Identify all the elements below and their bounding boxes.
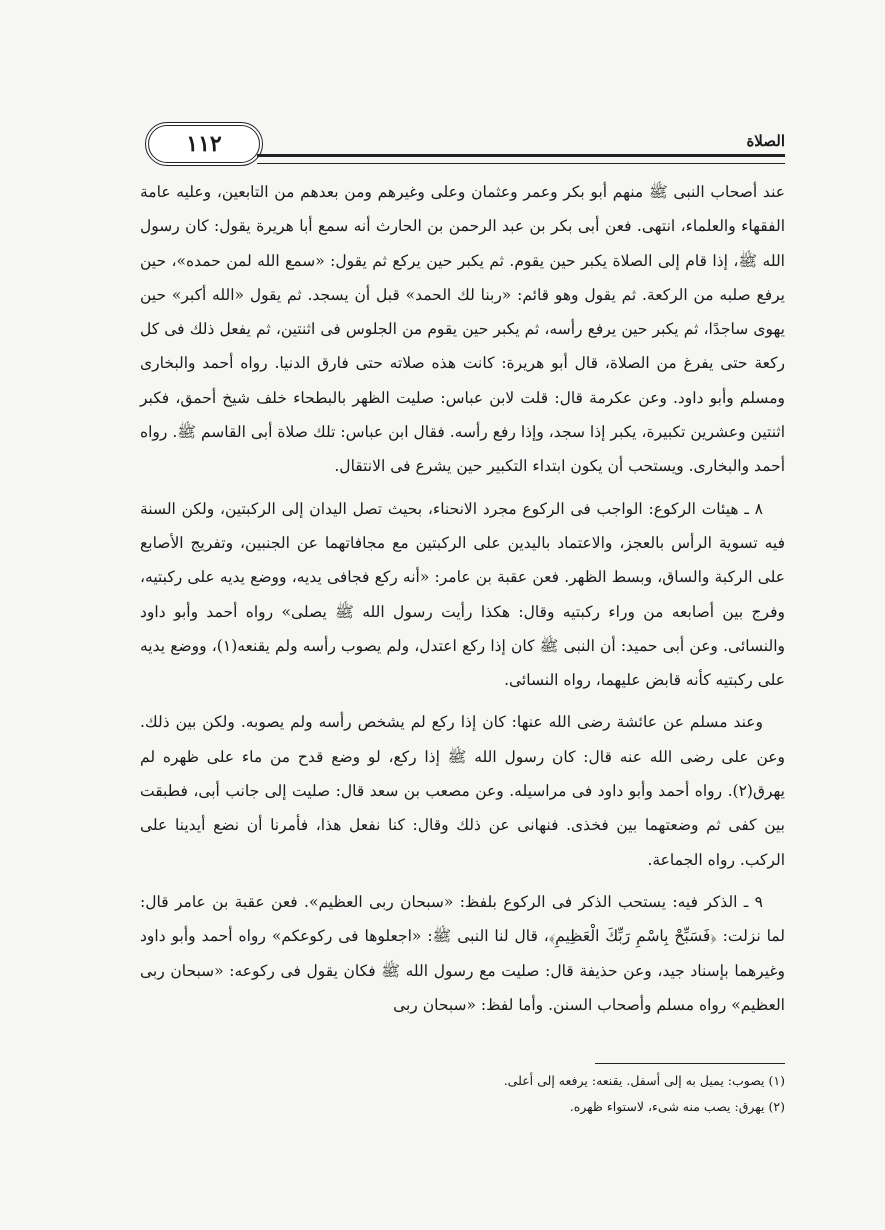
header-rule [257, 154, 785, 164]
footnote: (٢) يهرق: يصب منه شىء، لاستواء ظهره. [569, 1099, 785, 1114]
footnotes [140, 1068, 785, 1120]
paragraph: ٨ ـ هيئات الركوع: الواجب فى الركوع مجرد الانحناء، بحيث تصل اليدان إلى الركبتين، ولكن السنة فيه تسوية الرأس بالعجز، والاعتماد باليدين على الركبتين مع مجافاتهما عن الجنبين، وتفريج الأصابع على الركبة والساق، وبسط الظهر. فعن عقبة بن عامر: «أنه ركع فجافى يديه، ووضع يديه على ركبتيه، وفرج بين أصابعه من وراء ركبتيه وقال: هكذا رأيت رسول الله ﷺ يصلى» رواه أحمد وأبو داود والنسائى. وعن أبى حميد: أن النبى ﷺ كان إذا ركع اعتدل، ولم يصوب رأسه ولم يقنعه(١)، ووضع يديه على ركبتيه كأنه قابض عليهما، رواه النسائى. [140, 499, 785, 690]
body-text [140, 175, 785, 1022]
page-header [145, 118, 785, 166]
paragraph: وعند مسلم عن عائشة رضى الله عنها: كان إذا ركع لم يشخص رأسه ولم يصوبه. ولكن بين ذلك. وعن على رضى الله عنه قال: كان رسول الله ﷺ إذا ركع، لو وضع قدح من ماء على ظهره لم يهرق(٢). رواه أحمد وأبو داود فى مراسيله. وعن مصعب بن سعد قال: صليت إلى جانب أبى، فطبقت بين كفى ثم وضعتهما بين فخذى. فنهانى عن ذلك وقال: كنا نفعل هذا، فأمرنا أن نضع أيدينا على الركب. رواه الجماعة. [140, 713, 785, 869]
paragraph: ٩ ـ الذكر فيه: يستحب الذكر فى الركوع بلفظ: «سبحان ربى العظيم». فعن عقبة بن عامر قال: لما نزلت: ﴿فَسَبِّحْ بِاسْمِ رَبِّكَ الْعَظِيمِ﴾، قال لنا النبى ﷺ: «اجعلوها فى ركوعكم» رواه أحمد وأبو داود وغيرهما بإسناد جيد، وعن حذيفة قال: صليت مع رسول الله ﷺ فكان يقول فى ركوعه: «سبحان ربى العظيم» رواه مسلم وأصحاب السنن. وأما لفظ: «سبحان ربى [140, 892, 785, 1014]
chapter-title: الصلاة [746, 132, 785, 150]
footnote: (١) يصوب: يميل به إلى أسفل. يقنعه: يرفعه إلى أعلى. [503, 1073, 785, 1088]
footnote-divider [595, 1063, 785, 1064]
paragraph: عند أصحاب النبى ﷺ منهم أبو بكر وعمر وعثمان وعلى وغيرهم ومن بعدهم من التابعين، وعليه عامة الفقهاء والعلماء، انتهى. فعن أبى بكر بن عبد الرحمن بن الحارث أنه سمع أبا هريرة يقول: كان رسول الله ﷺ، إذا قام إلى الصلاة يكبر حين يقوم. ثم يكبر حين يركع ثم يقول: «سمع الله لمن حمده»، حين يرفع صلبه من الركعة. ثم يقول وهو قائم: «ربنا لك الحمد» قبل أن يسجد. ثم يقول «الله أكبر» حين يهوى ساجدًا، ثم يكبر حين يرفع رأسه، ثم يكبر حين يقوم من الجلوس فى اثنتين، ثم يفعل ذلك فى كل ركعة حتى يفرغ من الصلاة، قال أبو هريرة: كانت هذه صلاته حتى فارق الدنيا. رواه أحمد والبخارى ومسلم وأبو داود. وعن عكرمة قال: قلت لابن عباس: صليت الظهر بالبطحاء خلف شيخ أحمق، فكبر اثنتين وعشرين تكبيرة، يكبر إذا سجد، وإذا رفع رأسه. فقال ابن عباس: تلك صلاة أبى القاسم ﷺ. رواه أحمد والبخارى. ويستحب أن يكون ابتداء التكبير حين يشرع فى الانتقال. [140, 183, 786, 476]
page-number-badge: ١١٢ [145, 122, 263, 166]
